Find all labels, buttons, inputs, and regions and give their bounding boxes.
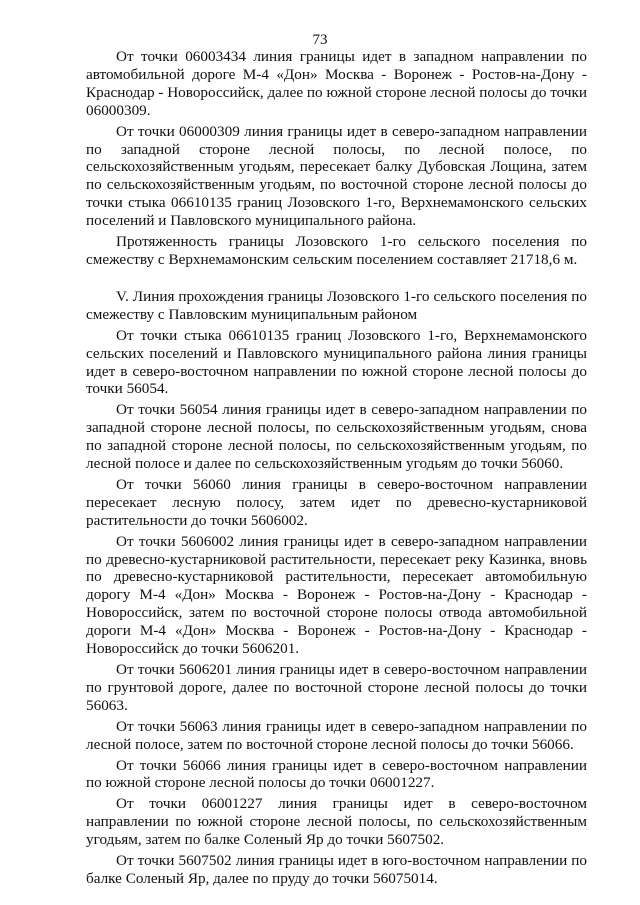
paragraph: От точки 06003434 линия границы идет в западном направлении по автомобильной дороге М-4 «Дон» Москва - Воронеж - Ростов-на-Дону - Краснодар - Новороссийск, далее по южной стороне лесной полосы до точки 06000309. bbox=[86, 48, 587, 119]
section-heading: V. Линия прохождения границы Лозовского 1-го сельского поселения по смежеству с Павловским муниципальным районом bbox=[86, 287, 587, 323]
paragraph: От точки 56060 линия границы в северо-восточном направлении пересекает лесную полосу, затем идет по древесно-кустарниковой растительности до точки 5606002. bbox=[86, 475, 587, 529]
paragraph: От точки 5606201 линия границы идет в северо-восточном направлении по грунтовой дороге, далее по восточной стороне лесной полосы до точки 56063. bbox=[86, 661, 587, 714]
paragraph: От точки 56066 линия границы идет в северо-восточном направлении по южной стороне лесной полосы до точки 06001227. bbox=[86, 756, 587, 792]
paragraph: От точки стыка 06610135 границ Лозовского 1-го, Верхнемамонского сельских поселений и Павловского муниципального района линия границы идет в северо-восточном направлении по южной стороне лесной полосы до точки 56054. bbox=[86, 326, 587, 398]
paragraph: Протяженность границы Лозовского 1-го сельского поселения по смежеству с Верхнемамонским сельским поселением составляет 21718,6 м. bbox=[86, 233, 587, 268]
paragraph: От точки 56054 линия границы идет в северо-западном направлении по западной стороне лесной полосы, по сельскохозяйственным угодьям, снова по западной стороне лесной полосы, по сельскохозяйственным угодьям, по лесной полосе и далее по сельскохозяйственным угодьям до точки 56060. bbox=[86, 401, 587, 473]
paragraph: От точки 5607502 линия границы идет в юго-восточном направлении по балке Соленый Яр, далее по пруду до точки 56075014. bbox=[86, 852, 587, 887]
paragraph: От точки 06001227 линия границы идет в северо-восточном направлении по южной стороне лесной полосы, по сельскохозяйственным угодьям, затем по балке Соленый Яр до точки 5607502. bbox=[86, 795, 587, 849]
paragraph: От точки 56063 линия границы идет в северо-западном направлении по лесной полосе, затем по восточной стороне лесной полосы до точки 56066. bbox=[86, 717, 587, 753]
document-body bbox=[86, 48, 587, 891]
paragraph: От точки 06000309 линия границы идет в северо-западном направлении по западной стороне лесной полосы, по лесной полосе, по сельскохозяйственным угодьям, пересекает балку Дубовская Лощина, затем по сельскохозяйственным угодьям, по восточной стороне лесной полосы до точки стыка 06610135 границ Лозовского 1-го, Верхнемамонского сельских поселений и Павловского муниципального района. bbox=[86, 122, 587, 230]
paragraph: От точки 5606002 линия границы идет в северо-западном направлении по древесно-кустарниковой растительности, пересекает реку Казинка, вновь по древесно-кустарниковой растительности, пересекает автомобильную дорогу М-4 «Дон» Москва - Воронеж - Ростов-на-Дону - Краснодар - Новороссийск, затем по восточной стороне полосы отвода автомобильной дороги М-4 «Дон» Москва - Воронеж - Ростов-на-Дону - Краснодар - Новороссийск до точки 5606201. bbox=[86, 532, 587, 658]
page-number: 73 bbox=[312, 32, 328, 48]
